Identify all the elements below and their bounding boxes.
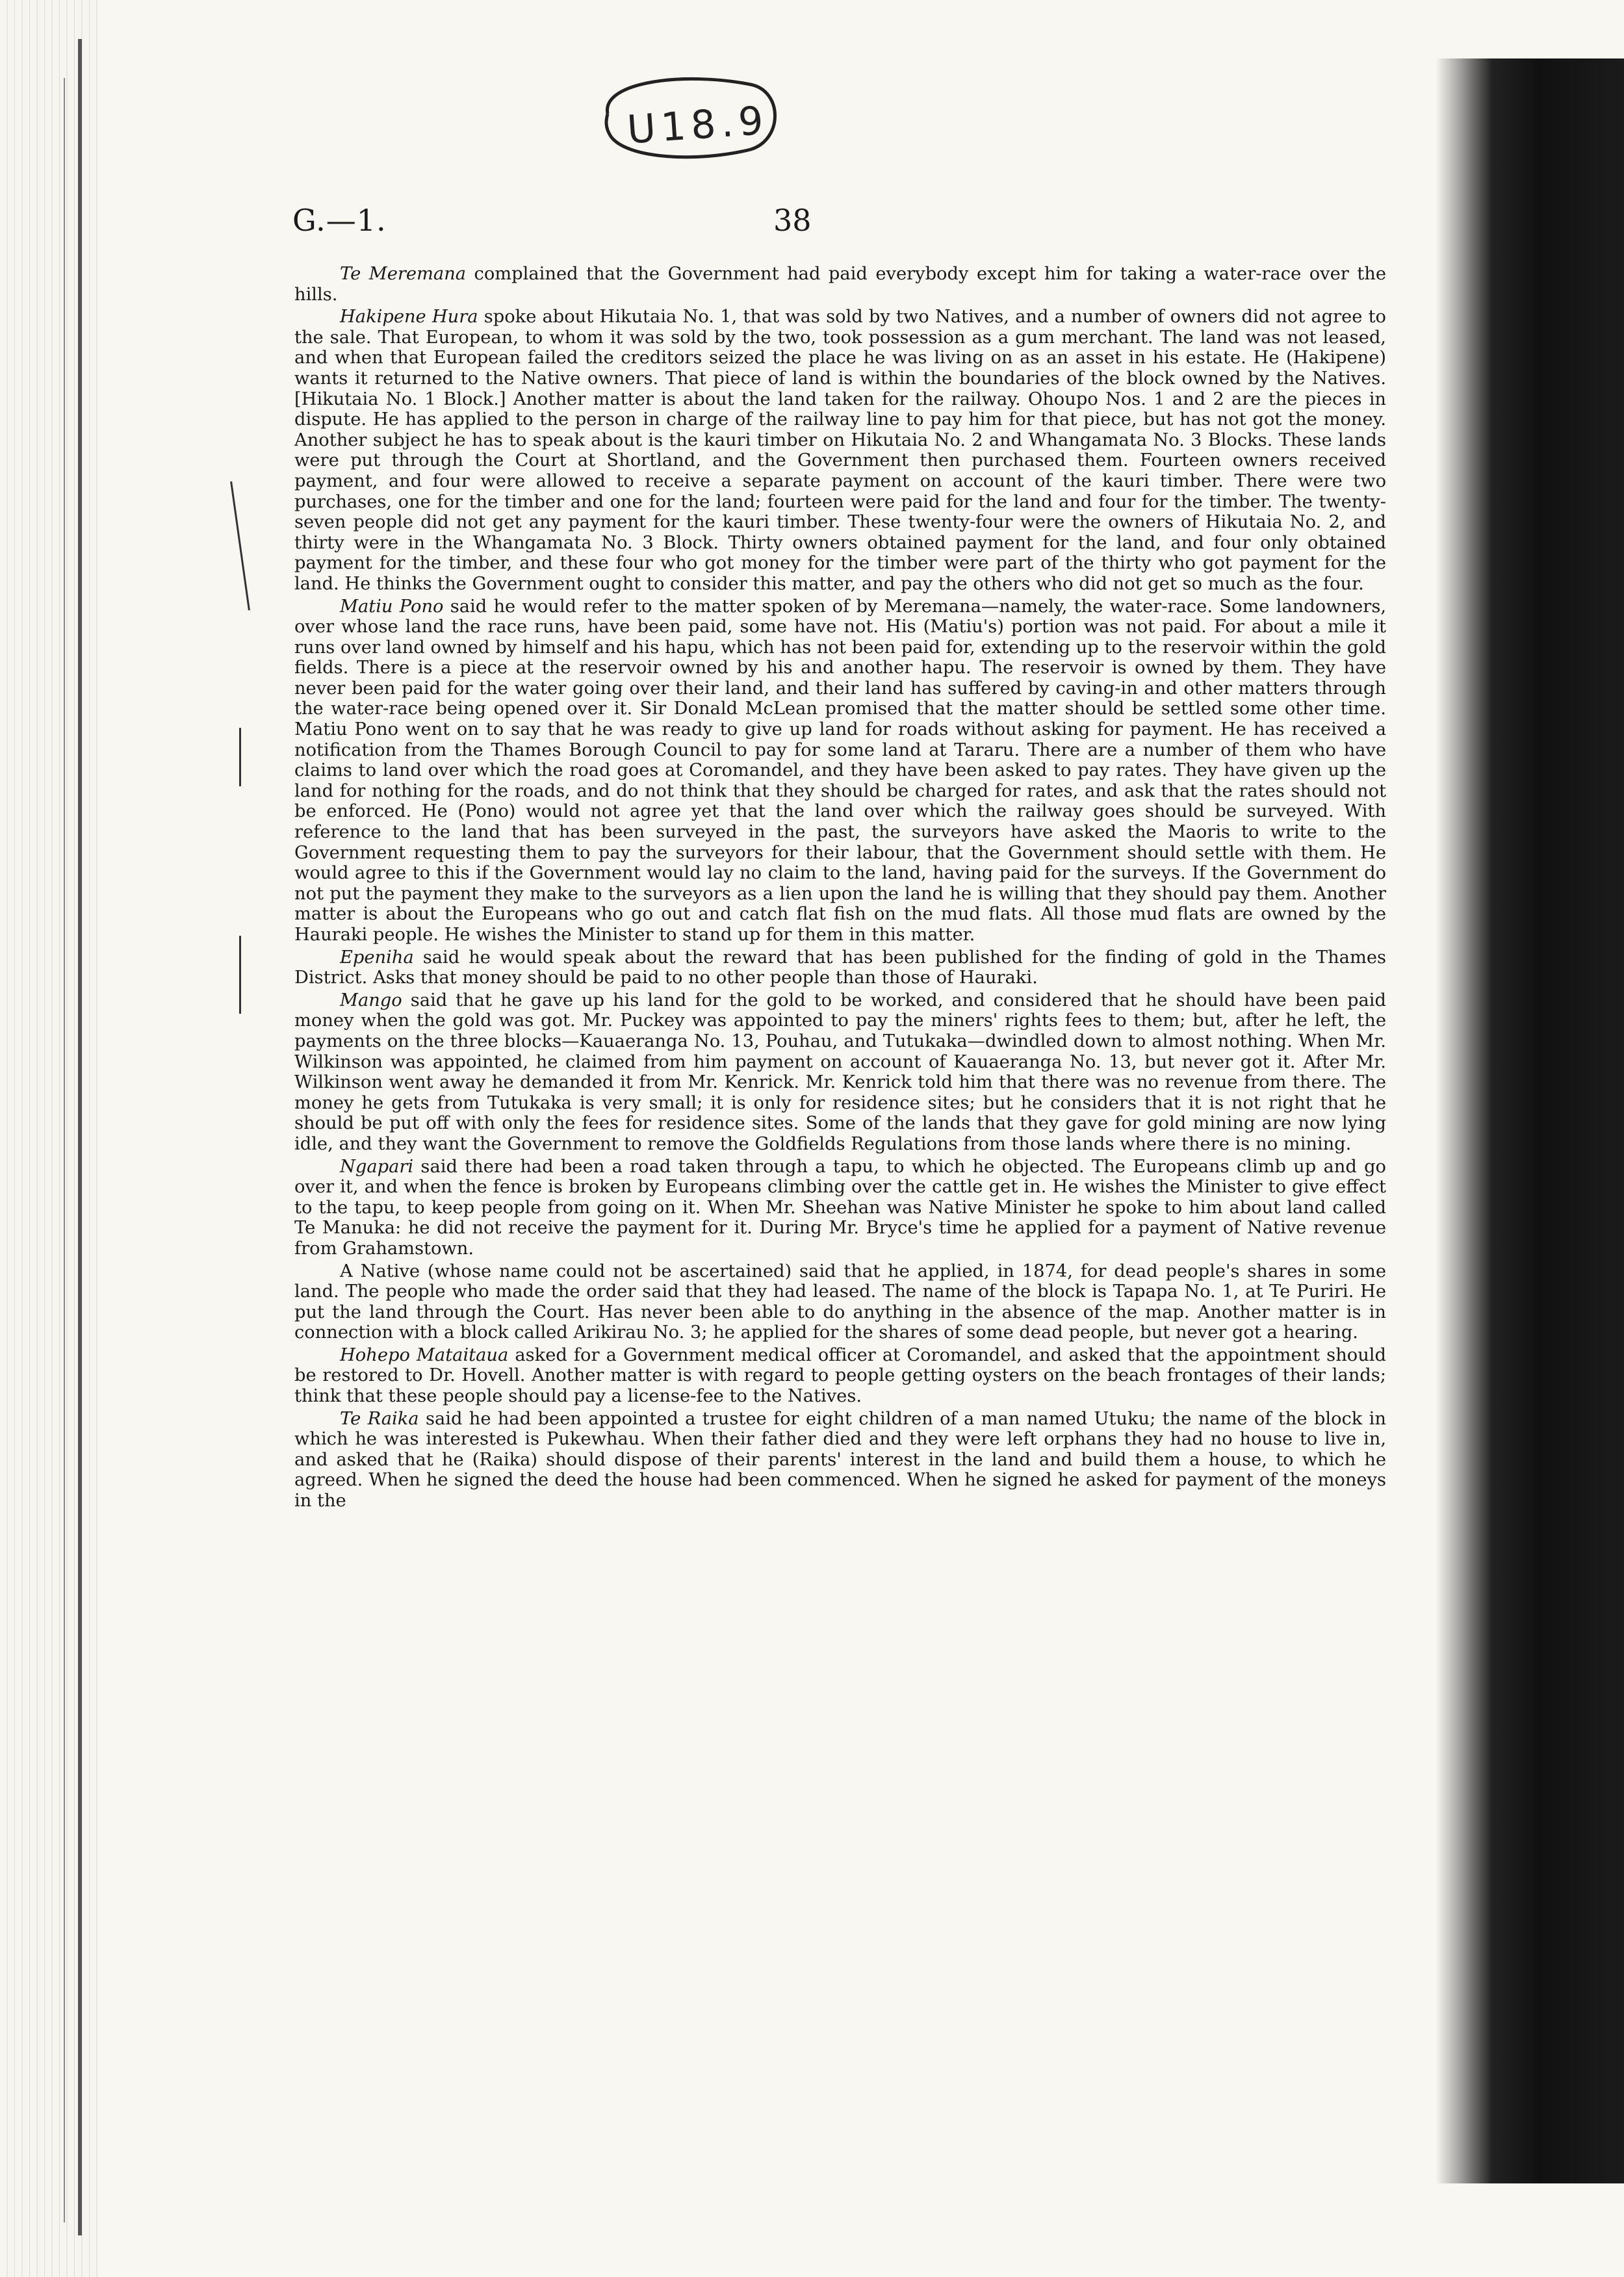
- paragraph: [294, 1157, 1386, 1259]
- paragraph: [294, 1261, 1386, 1343]
- page-id: G.—1.: [292, 203, 387, 238]
- margin-pencil-mark: [239, 936, 241, 1014]
- speaker-name: Mango: [340, 990, 402, 1010]
- speaker-name: Epeniha: [340, 947, 414, 968]
- paragraph: [294, 597, 1386, 946]
- stamp-number: U18.9: [625, 97, 770, 153]
- paragraph: [294, 264, 1386, 305]
- paragraph-text: complained that the Government had paid everybody except him for taking a water-race over the hills.: [294, 264, 1386, 305]
- paragraph: [294, 947, 1386, 988]
- paragraph-text: said there had been a road taken through a tapu, to which he objected. The Europeans climb up and go over it, and when the fence is broken by Europeans climbing over the cattle get in. He wishes the Minister to give effect to the tapu, to keep people from going on it. When Mr. Sheehan was Native Minister he spoke to him about land called Te Manuka: he did not receive the payment for it. During Mr. Bryce's time he applied for a payment of Native revenue from Grahamstown.: [294, 1156, 1386, 1259]
- binding-line: [64, 78, 65, 2222]
- paragraph-text: said he had been appointed a trustee for eight children of a man named Utuku; the name of the block in which he was interested is Pukewhau. When their father died and they were left orphans they had no house to live in, and asked that he (Raika) should dispose of their parents' interest in the land and build them a house, to which he agreed. When he signed the deed the house had been commenced. When he signed he asked for payment of the moneys in the: [294, 1408, 1386, 1512]
- paragraph-text: asked for a Government medical officer at Coromandel, and asked that the appointment should be restored to Dr. Hovell. Another matter is with regard to people getting oysters on the beach frontages of their lands; think that these people should pay a license-fee to the Natives.: [294, 1344, 1386, 1407]
- binding-rule: [78, 39, 82, 2235]
- speaker-name: Hakipene Hura: [340, 307, 478, 328]
- margin-pencil-mark: [239, 728, 241, 786]
- paragraph: [294, 1345, 1386, 1407]
- speaker-name: Te Raika: [340, 1408, 419, 1429]
- paragraph: [294, 307, 1386, 594]
- paragraph-text: said he would refer to the matter spoken of by Meremana—namely, the water-race. Some landowners, over whose land the race runs, have been paid, some have not. His (Matiu's) portion was not paid. For about a mile it runs over land owned by himself and his hapu, which has not been paid for, extending up to the reservoir within the gold fields. There is a piece at the reservoir owned by his and another hapu. The reservoir is owned by them. They have never been paid for the water going over their land, and their land has suffered by caving-in and other matters through the water-race being opened over it. Sir Donald McLean promised that the matter should be settled some other time. Matiu Pono went on to say that he was ready to give up land for roads without asking for payment. He has received a notification from the Thames Borough Council to pay for some land at Tararu. There are a number of them who have claims to land over which the road goes at Coromandel, and they have been asked to pay rates. They have given up the land for nothing for the roads, and do not think that they should be charged for rates, and ask that the rates should not be enforced. He (Pono) would not agree yet that the land over which the railway goes should be surveyed. With reference to the land that has been surveyed in the past, the surveyors have asked the Maoris to write to the Government requesting them to pay the surveyors for their labour, that the Government should settle with them. He would agree to this if the Government would lay no claim to the land, having paid for the surveys. If the Government do not put the payment they make to the surveyors as a lien upon the land he is willing that they should pay them. Another matter is about the Europeans who go out and catch flat fish on the mud flats. All those mud flats are owned by the Hauraki people. He wishes the Minister to stand up for them in this matter.: [294, 596, 1386, 945]
- paragraph-text: spoke about Hikutaia No. 1, that was sold by two Natives, and a number of owners did not agree to the sale. That European, to whom it was sold by the two, took possession as a gum merchant. The land was not leased, and when that European failed the creditors seized the place he was living on as an asset in his estate. He (Hakipene) wants it returned to the Native owners. That piece of land is within the boundaries of the block owned by the Natives. [Hikutaia No. 1 Block.] Another matter is about the land taken for the railway. Ohoupo Nos. 1 and 2 are the pieces in dispute. He has applied to the person in charge of the railway line to pay him for that piece, but has not got the money. Another subject he has to speak about is the kauri timber on Hikutaia No. 2 and Whangamata No. 3 Blocks. These lands were put through the Court at Shortland, and the Government then purchased them. Fourteen owners received payment, and four were allowed to receive a separate payment on account of the kauri timber. There were two purchases, one for the timber and one for the land; fourteen were paid for the land and four for the timber. The twenty-seven people did not get any payment for the kauri timber. These twenty-four were the owners of Hikutaia No. 2, and thirty were in the Whangamata No. 3 Block. Thirty owners obtained payment for the land, and four only obtained payment for the timber, and these four who got money for the timber were part of the thirty who got payment for the land. He thinks the Government ought to consider this matter, and pay the others who did not get so much as the four.: [294, 307, 1386, 594]
- paragraph: [294, 990, 1386, 1155]
- speaker-name: Ngapari: [340, 1156, 414, 1177]
- scan-dark-edge: [1436, 58, 1624, 2183]
- paragraph-text: said he would speak about the reward that has been published for the finding of gold in the Thames District. Asks that money should be paid to no other people than those of Hauraki.: [294, 947, 1386, 988]
- document-body: [294, 264, 1386, 1513]
- paragraph-text: said that he gave up his land for the gold to be worked, and considered that he should have been paid money when the gold was got. Mr. Puckey was appointed to pay the miners' rights fees to them; but, after he left, the payments on the three blocks—Kauaeranga No. 13, Pouhau, and Tutukaka—dwindled down to almost nothing. When Mr. Wilkinson was appointed, he claimed from him payment on account of Kauaeranga No. 13, but never got it. After Mr. Wilkinson went away he demanded it from Mr. Kenrick. Mr. Kenrick told him that there was no revenue from there. The money he gets from Tutukaka is very small; it is only for residence sites; but he considers that it is not right that he should be put off with only the fees for residence sites. Some of the lands that they gave for gold mining are now lying idle, and they want the Government to remove the Goldfields Regulations from those lands where there is no mining.: [294, 990, 1386, 1154]
- paragraph-text: A Native (whose name could not be ascertained) said that he applied, in 1874, for dead people's shares in some land. The people who made the order said that they had leased. The name of the block is Tapapa No. 1, at Te Puriri. He put the land through the Court. Has never been able to do anything in the absence of the map. Another matter is in connection with a block called Arikirau No. 3; he applied for the shares of some dead people, but never got a hearing.: [294, 1261, 1386, 1343]
- page-number: 38: [773, 203, 812, 238]
- paragraph: [294, 1409, 1386, 1512]
- speaker-name: Hohepo Mataitaua: [340, 1344, 509, 1365]
- speaker-name: Te Meremana: [340, 264, 467, 284]
- speaker-name: Matiu Pono: [340, 596, 444, 617]
- binding-edge: [0, 0, 97, 2277]
